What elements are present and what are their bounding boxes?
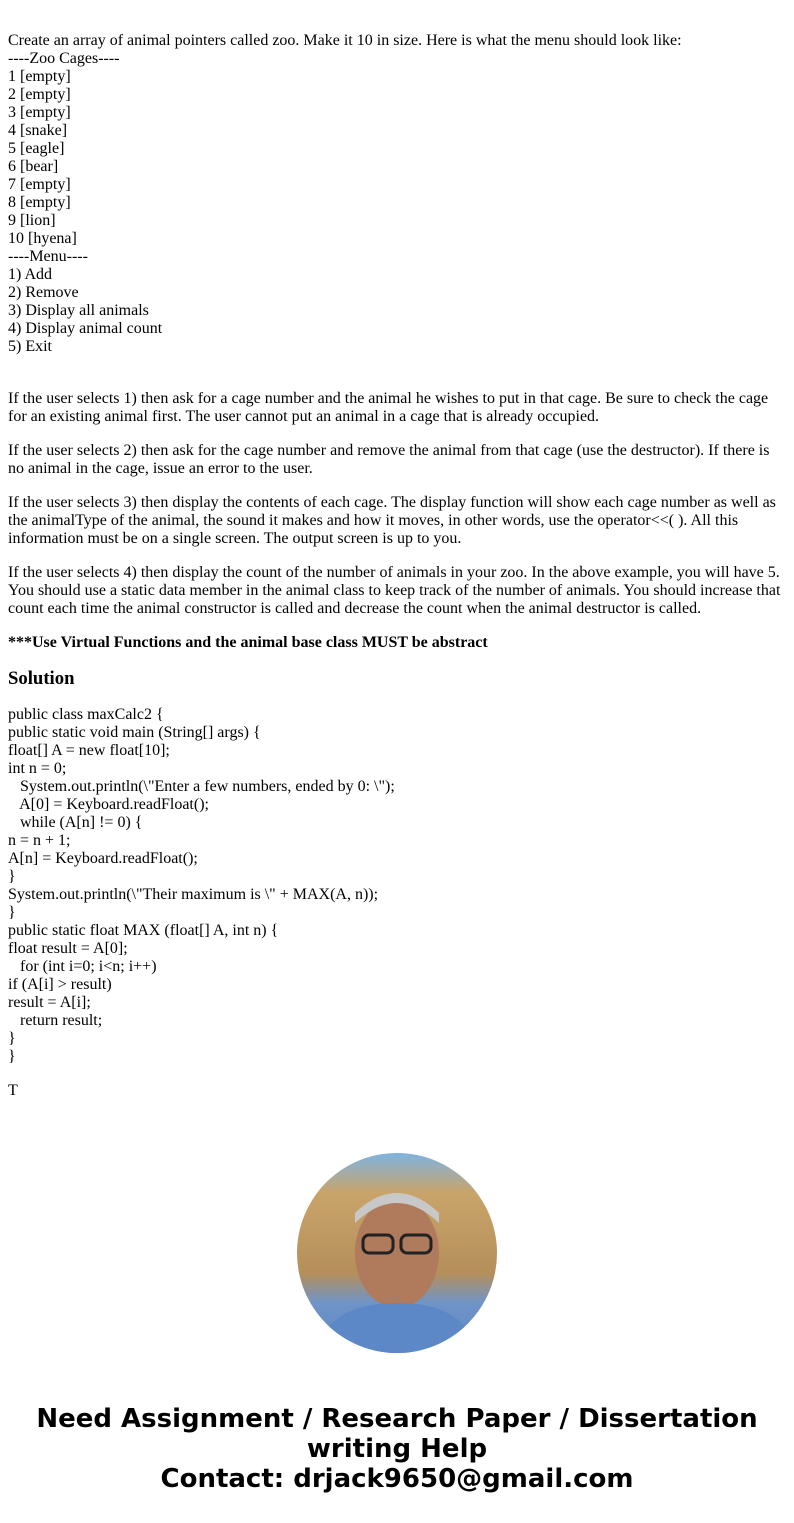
code-line: return result;	[8, 1012, 103, 1029]
code-line: result = A[i];	[8, 994, 91, 1011]
question-intro: Create an array of animal pointers called zoo. Make it 10 in size. Here is what the menu should look like:	[8, 32, 682, 49]
menu-line: 1) Add	[8, 266, 52, 283]
author-avatar	[297, 1153, 497, 1353]
menu-line: 3 [empty]	[8, 104, 71, 121]
code-line: n = n + 1;	[8, 832, 71, 849]
code-line: while (A[n] != 0) {	[8, 814, 143, 831]
paragraph-add: If the user selects 1) then ask for a cage number and the animal he wishes to put in that cage. Be sure to check the cage for an existing animal first. The user cannot put an animal in a cage that is already occupied.	[8, 390, 769, 425]
menu-line: 3) Display all animals	[8, 302, 149, 319]
footer-contact: Contact: drjack9650@gmail.com	[160, 1464, 634, 1494]
menu-line: 6 [bear]	[8, 158, 59, 175]
menu-line: 5) Exit	[8, 338, 52, 355]
code-line: int n = 0;	[8, 760, 67, 777]
code-line: for (int i=0; i<n; i++)	[8, 958, 157, 975]
code-line: System.out.println(\"Enter a few numbers, ended by 0: \");	[8, 778, 395, 795]
solution-code	[8, 706, 786, 1066]
code-line: System.out.println(\"Their maximum is \" + MAX(A, n));	[8, 886, 379, 903]
paragraph-remove: If the user selects 2) then ask for the cage number and remove the animal from that cage (use the destructor). If there is no animal in the cage, issue an error to the user.	[8, 442, 770, 477]
footer-help-text: Need Assignment / Research Paper / Dissertation writing Help	[36, 1404, 758, 1464]
menu-line: 1 [empty]	[8, 68, 71, 85]
code-line: A[n] = Keyboard.readFloat();	[8, 850, 198, 867]
menu-line: 8 [empty]	[8, 194, 71, 211]
code-line: }	[8, 868, 16, 885]
paragraph-display: If the user selects 3) then display the contents of each cage. The display function will show each cage number as well as the animalType of the animal, the sound it makes and how it moves, in other words, use the operator<<( ). All this information must be on a single screen. The output screen is up to you.	[8, 494, 776, 547]
code-line: }	[8, 1048, 16, 1065]
code-line: }	[8, 904, 16, 921]
paragraph-count: If the user selects 4) then display the count of the number of animals in your zoo. In the above example, you will have 5. You should use a static data member in the animal class to keep track of the number of animals. You should increase that count each time the animal constructor is called and decrease the count when the animal destructor is called.	[8, 564, 781, 617]
menu-line: 2 [empty]	[8, 86, 71, 103]
person-photo-icon	[297, 1153, 497, 1353]
document-body	[8, 32, 786, 1116]
code-line: }	[8, 1030, 16, 1047]
code-line: public class maxCalc2 {	[8, 706, 164, 723]
code-line: A[0] = Keyboard.readFloat();	[8, 796, 209, 813]
footer-banner	[0, 1404, 794, 1494]
solution-heading: Solution	[8, 668, 75, 689]
menu-line: 9 [lion]	[8, 212, 56, 229]
code-line: float[] A = new float[10];	[8, 742, 170, 759]
menu-line: ----Zoo Cages----	[8, 50, 120, 67]
zoo-menu-listing	[8, 50, 786, 356]
menu-line: 4 [snake]	[8, 122, 68, 139]
abstract-note: ***Use Virtual Functions and the animal base class MUST be abstract	[8, 634, 488, 651]
menu-line: 10 [hyena]	[8, 230, 77, 247]
code-line: public static float MAX (float[] A, int n) {	[8, 922, 279, 939]
code-line: if (A[i] > result)	[8, 976, 112, 993]
menu-line: 2) Remove	[8, 284, 79, 301]
menu-line: 5 [eagle]	[8, 140, 65, 157]
code-line: public static void main (String[] args) {	[8, 724, 261, 741]
code-line: float result = A[0];	[8, 940, 128, 957]
menu-line: 7 [empty]	[8, 176, 71, 193]
trailing-text: T	[8, 1082, 18, 1099]
menu-line: ----Menu----	[8, 248, 88, 265]
menu-line: 4) Display animal count	[8, 320, 163, 337]
